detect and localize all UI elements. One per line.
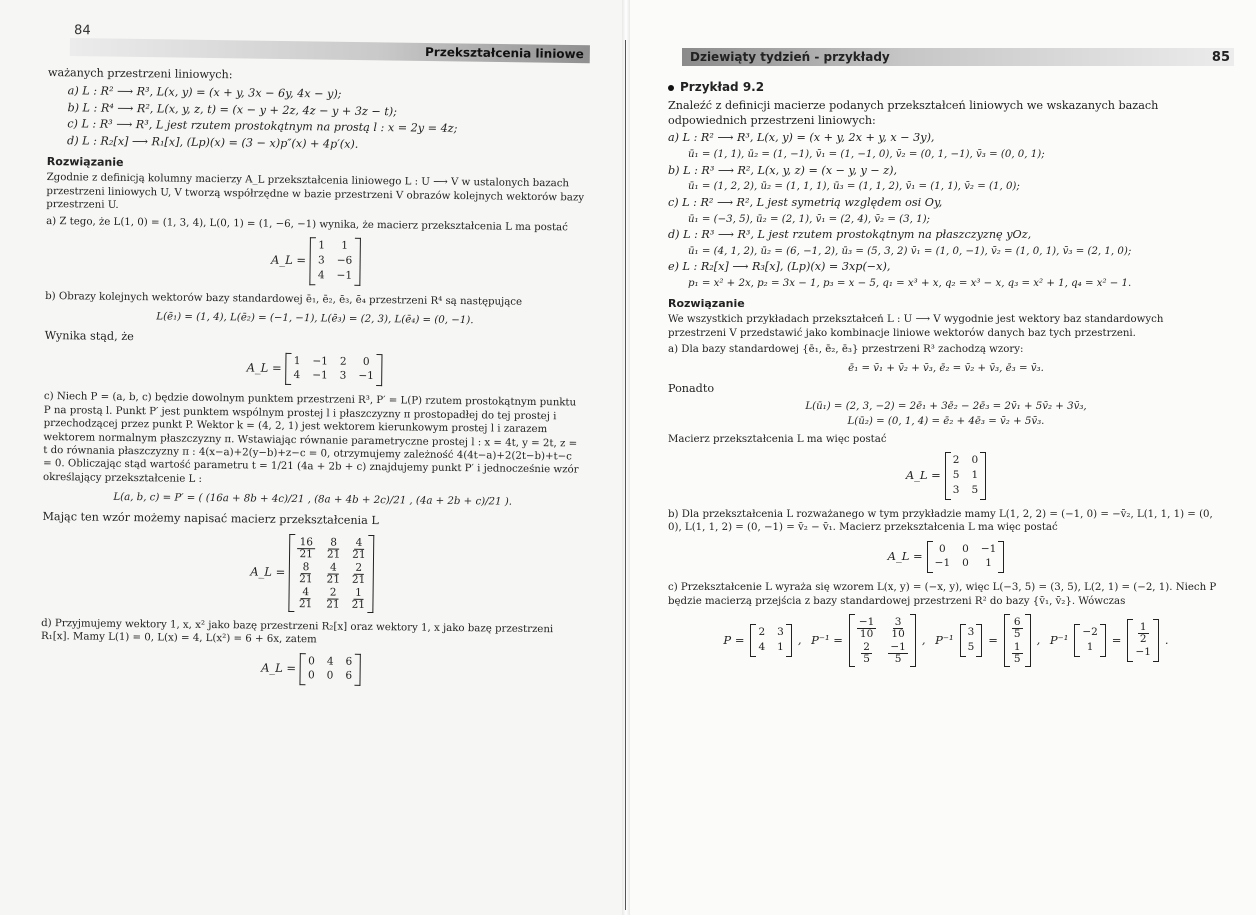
part-b-text: b) Obrazy kolejnych wektorów bazy standardowej ē₁, ē₂, ē₃, ē₄ przestrzeni R⁴ są następujące: [45, 290, 523, 308]
matrix-cell: $\frac{2}{21}$: [351, 561, 366, 586]
matrix: [960, 624, 983, 657]
matrix-cell: −1: [336, 269, 353, 282]
left-page: [0, 0, 622, 915]
matrix-label: A_L =: [246, 360, 282, 376]
matrix-label: ,: [1036, 633, 1044, 648]
exercise-item: b) L : R⁴ ⟶ R², L(x, y, z, t) = (x − y + 2z, 4z − y + 3z − t);: [67, 100, 398, 118]
solution-heading: Rozwiązanie: [46, 154, 124, 169]
matrix-cell: $\frac{2}{5}$: [863, 641, 870, 666]
matrix-label: A_L =: [887, 549, 923, 564]
matrix-cell: $\frac{8}{21}$: [326, 536, 341, 561]
matrix-label: P⁻¹: [935, 633, 954, 648]
exercise-item-bases: ū₁ = (1, 2, 2), ū₂ = (1, 1, 1), ū₃ = (1, 1, 2), v̄₁ = (1, 1), v̄₂ = (1, 0);: [688, 181, 1020, 193]
matrix-cell: 5: [967, 641, 975, 654]
matrix-cell: 0: [362, 355, 370, 368]
matrix-cell: $\frac{4}{21}$: [326, 561, 340, 586]
part-c-matrix-block: [41, 531, 582, 616]
matrix: [1127, 619, 1158, 662]
exercise-item: d) L : R³ ⟶ R³, L jest rzutem prostokątnym na płaszczyznę yOz,: [668, 228, 1032, 242]
matrix-cell: 3: [967, 626, 975, 639]
right-page-header-title: Dziewiąty tydzień - przykłady: [690, 50, 890, 64]
matrix-cell: $\frac{-1}{5}$: [890, 641, 906, 666]
part-d-matrix-block: [40, 650, 580, 689]
matrix-cell: 0: [308, 654, 315, 667]
matrix-cell: $\frac{6}{5}$: [1013, 616, 1021, 641]
matrix-cell: $\frac{2}{21}$: [326, 586, 340, 611]
exercise-item: d) L : R₂[x] ⟶ R₁[x], (Lp)(x) = (3 − x)p″(x) + 4p′(x).: [67, 134, 359, 151]
equals-sign: =: [988, 633, 998, 648]
matrix-cell: 1: [318, 239, 325, 252]
solution-text: Zgodnie z definicją kolumny macierzy A_L przekształcenia liniowego L : U ⟶ V w ustalonych bazach przestrzeni liniowych U, V tworzą współrzędne w bazie przestrzeni V obrazów kolejnych wektorów bazy przestrzeni U.: [46, 172, 585, 212]
part-c-text: c) Niech P = (a, b, c) będzie dowolnym punktem przestrzeni R³, P′ = L(P) rzutem prostokątnym punktu P na prostą l. Punkt P′ jest punktem wspólnym prostej l i płaszczyzny π prostopadłej do tej prostej i przechodzącej przez punkt P. Wektor k = (4, 2, 1) jest wektorem kierunkowym prostej l i zarazem wektorem normalnym płaszczyzny π. Wstawiając równanie parametryczne prostej l : x = 4t, y = 2t, z = t do równania płaszczyzny π : 4(x−a)+2(y−b)+z−c = 0, otrzymujemy zależność 4(4t−a)+2(2t−b)+t−c = 0. Obliczając stąd wartość parametru t = 1/21 (4a + 2b + c) znajdujemy punkt P′ i jednocześnie wzór określający przekształcenie L :: [42, 391, 579, 485]
part-b-matrix-block: [44, 349, 584, 388]
right-page-content: [668, 80, 1224, 675]
matrix-cell: 2: [339, 355, 347, 368]
part-c-formula: L(a, b, c) = P′ = ( (16a + 8b + 4c)/21 , (8a + 4b + 2c)/21 , (4a + 2b + c)/21 ).: [113, 492, 513, 509]
matrix-cell: 0: [326, 669, 334, 683]
exercise-item-bases: p₁ = x² + 2x, p₂ = 3x − 1, p₃ = x − 5, q₁ = x³ + x, q₂ = x³ − x, q₃ = x² + 1, q₄ = x² − 1.: [688, 278, 1132, 290]
matrix-label: A_L =: [250, 564, 286, 580]
exercise-item: b) L : R³ ⟶ R², L(x, y, z) = (x − y, y − z),: [668, 163, 898, 177]
matrix-cell: 2: [758, 626, 766, 639]
matrix-label: P⁻¹ =: [811, 633, 843, 648]
matrix: [1004, 614, 1031, 667]
matrix-label: ,: [797, 633, 806, 648]
part-b-matrix-block: [668, 541, 1224, 574]
matrix: [300, 653, 360, 686]
matrix-cell: 6: [345, 670, 353, 683]
matrix-cell: $\frac{4}{21}$: [298, 585, 313, 610]
matrix: [750, 624, 791, 657]
matrix-cell: 0: [971, 454, 979, 467]
matrix-cell: 2: [952, 454, 960, 467]
matrix: [285, 352, 382, 386]
matrix: [927, 541, 1005, 574]
exercise-item-bases: ū₁ = (4, 1, 2), ū₂ = (6, −1, 2), ū₃ = (5, 3, 2) v̄₁ = (1, 0, −1), v̄₂ = (1, 0, 1), v̄₃ = (2, 1, 0);: [688, 245, 1132, 257]
matrix-cell: 6: [345, 655, 353, 668]
part-a-matrix-block: [668, 452, 1224, 500]
matrix: [849, 614, 916, 667]
matrix-cell: 0: [962, 557, 969, 570]
matrix-cell: 1: [777, 641, 784, 654]
matrix-cell: 1: [293, 354, 301, 367]
matrix-cell: −2: [1082, 626, 1098, 639]
part-a-matrix-block: [45, 234, 586, 288]
matrix-cell: 1: [971, 468, 979, 481]
matrix-cell: $\frac{4}{21}$: [352, 536, 366, 561]
part-c-text: c) Przekształcenie L wyraża się wzorem L(x, y) = (−x, y), więc L(−3, 5) = (3, 5), L(2, 1) = (−2, 1). Niech P będzie macierzą przejścia z bazy standardowej przestrzeni R² do bazy {v̄₁, v̄₂}. Wówczas: [668, 582, 1217, 607]
matrix-cell: 1: [985, 557, 992, 570]
matrix-label: P =: [723, 633, 745, 648]
exercise-item: e) L : R₂[x] ⟶ R₃[x], (Lp)(x) = 3xp(−x),: [668, 260, 891, 274]
matrix-cell: 5: [952, 468, 960, 481]
matrix: [310, 237, 361, 285]
matrix: [1074, 624, 1105, 657]
right-page: [630, 0, 1256, 915]
matrix-cell: 3: [339, 369, 347, 383]
example-title-text: Przykład 9.2: [680, 80, 765, 94]
matrix-cell: 4: [758, 641, 766, 654]
matrix-cell: −1: [358, 370, 374, 383]
matrix-label: P⁻¹: [1049, 633, 1069, 648]
matrix-cell: 0: [939, 542, 946, 555]
matrix-cell: 1: [1086, 641, 1094, 654]
part-a-text: a) Z tego, że L(1, 0) = (1, 3, 4), L(0, 1) = (1, −6, −1) wynika, że macierz przekształcenia L ma postać: [46, 215, 568, 234]
matrix-cell: −6: [336, 254, 353, 267]
left-page-content: [40, 66, 588, 697]
part-b-formula: L(ē₁) = (1, 4), L(ē₂) = (−1, −1), L(ē₃) = (2, 3), L(ē₄) = (0, −1).: [156, 311, 474, 327]
right-page-header: [682, 48, 1234, 66]
exercise-item-bases: ū₁ = (−3, 5), ū₂ = (2, 1), v̄₁ = (2, 4), v̄₂ = (3, 1);: [688, 213, 930, 225]
matrix-cell: 0: [307, 669, 315, 682]
ponadto-text: Ponadto: [668, 381, 715, 395]
matrix-cell: 1: [341, 239, 349, 252]
matrix-cell: 3: [952, 483, 960, 496]
part-c-after: Mając ten wzór możemy napisać macierz przekształcenia L: [42, 509, 379, 527]
part-a-formula: L(ū₁) = (2, 3, −2) = 2ē₁ + 3ē₂ − 2ē₃ = 2v̄₁ + 5v̄₂ + 3v̄₃,: [805, 400, 1087, 412]
solution-heading: Rozwiązanie: [668, 296, 745, 310]
intro-text: ważanych przestrzeni liniowych:: [47, 66, 233, 82]
matrix-cell: 3: [777, 626, 784, 639]
matrix-cell: −1: [312, 354, 328, 367]
matrix-cell: $\frac{1}{5}$: [1013, 641, 1021, 666]
part-b-text: b) Dla przekształcenia L rozważanego w tym przykładzie mamy L(1, 2, 2) = (−1, 0) = −v̄₂, L(1, 1, 1) = (0, 0), L(1, 1, 2) = (0, −1) = v̄₂ − v̄₁. Macierz przekształcenia L ma więc postać: [668, 508, 1213, 534]
part-c-matrix-block: P = 2 3 4 1 , P⁻¹ = $\frac{-1}{10}$ $\frac{3}{10}$ $\frac{2}{5}$ $\frac{-1}{5}$ , P⁻¹ 3 5 = $\frac{6}{5}$ $\frac{1}{5}$ , P⁻¹ −2 1 = $\frac{1}{2}$ −1 .: [668, 614, 1224, 667]
matrix: [289, 534, 374, 613]
bullet-icon: [668, 85, 674, 91]
matrix-cell: 0: [962, 542, 969, 555]
matrix: [945, 452, 986, 500]
part-a-text: a) Dla bazy standardowej {ē₁, ē₂, ē₃} przestrzeni R³ zachodzą wzory:: [668, 343, 1024, 355]
right-page-number: 85: [1211, 50, 1230, 65]
example-title: [668, 80, 1224, 96]
matrix-cell: −1: [1135, 646, 1151, 659]
exercise-item: c) L : R² ⟶ R², L jest symetrią względem osi Oy,: [668, 195, 943, 209]
left-page-number: 84: [73, 23, 91, 39]
matrix-label: ,: [921, 633, 930, 648]
solution-text: We wszystkich przykładach przekształceń L : U ⟶ V wygodnie jest wektory baz standardowych przestrzeni V przedstawić jako kombinacje liniowe wektorów danych baz tych przestrzeni.: [668, 314, 1164, 339]
left-page-header-title: Przekształcenia liniowe: [424, 44, 584, 62]
equals-sign: =: [1111, 633, 1122, 648]
matrix-cell: 4: [317, 269, 325, 282]
matrix-cell: $\frac{-1}{10}$: [858, 616, 875, 641]
matrix-cell: 5: [971, 483, 979, 496]
matrix-cell: −1: [980, 542, 997, 555]
exercise-item: a) L : R² ⟶ R³, L(x, y) = (x + y, 3x − 6y, 4x − y);: [67, 84, 342, 101]
matrix-cell: $\frac{3}{10}$: [891, 616, 905, 641]
part-a-result: Macierz przekształcenia L ma więc postać: [668, 433, 887, 445]
matrix-cell: $\frac{1}{2}$: [1139, 621, 1147, 646]
part-a-formula: ē₁ = v̄₁ + v̄₂ + v̄₃, ē₂ = v̄₂ + v̄₃, ē₃ = v̄₃.: [848, 363, 1044, 375]
matrix-label: A_L =: [905, 468, 941, 483]
exercise-item: a) L : R² ⟶ R³, L(x, y) = (x + y, 2x + y, x − 3y),: [668, 131, 935, 145]
example-intro: Znaleźć z definicji macierze podanych przekształceń liniowych we wskazanych bazach odpowiednich przestrzeni liniowych:: [668, 98, 1159, 127]
book-gutter: [622, 0, 630, 915]
matrix-cell: $\frac{1}{21}$: [351, 586, 366, 611]
matrix-label: A_L =: [270, 253, 307, 268]
matrix-label: A_L =: [261, 661, 297, 676]
matrix-cell: 3: [317, 254, 325, 267]
part-b-result: Wynika stąd, że: [44, 328, 134, 343]
exercise-item: c) L : R³ ⟶ R³, L jest rzutem prostokątnym na prostą l : x = 2y = 4z;: [67, 117, 458, 136]
exercise-item-bases: ū₁ = (1, 1), ū₂ = (1, −1), v̄₁ = (1, −1, 0), v̄₂ = (0, 1, −1), v̄₃ = (0, 0, 1);: [688, 149, 1045, 161]
matrix-cell: −1: [934, 557, 951, 570]
matrix-cell: −1: [312, 369, 328, 382]
left-page-header: [70, 23, 590, 63]
part-d-text: d) Przyjmujemy wektory 1, x, x² jako bazę przestrzeni R₂[x] oraz wektory 1, x jako bazę przestrzeni R₁[x]. Mamy L(1) = 0, L(x) = 4, L(x²) = 6 + 6x, zatem: [40, 617, 554, 646]
matrix-cell: 4: [293, 369, 301, 382]
matrix-cell: $\frac{8}{21}$: [299, 560, 313, 585]
matrix-cell: 4: [326, 655, 334, 668]
matrix-cell: $\frac{16}{21}$: [299, 535, 314, 560]
part-a-formula: L(ū₂) = (0, 1, 4) = ē₂ + 4ē₃ = v̄₂ + 5v̄₃.: [847, 416, 1045, 428]
